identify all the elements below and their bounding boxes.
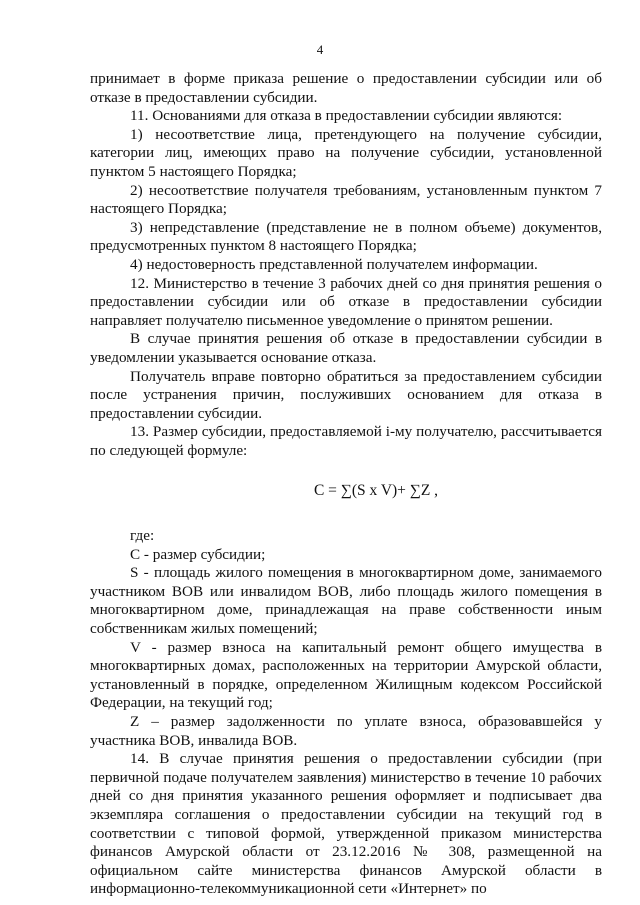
page-number: 4 [316,42,324,57]
document-body [90,70,602,899]
definition-c: С - размер субсидии; [130,545,266,563]
paragraph-reason-2: 2) несоответствие получателя требованиям, установленным пунктом 7 настоящего Порядка; [90,181,602,218]
definition-s: S - площадь жилого помещения в многоквартирном доме, занимаемого участником ВОВ или инвалидом ВОВ, либо площадь жилого помещения в многоквартирном доме, принадлежащая на праве собственности иным собственникам жилых помещений; [90,564,602,638]
paragraph-item-12: 12. Министерство в течение 3 рабочих дней со дня принятия решения о предоставлении субсидии или об отказе в предоставлении субсидии направляет получателю письменное уведомление о принятом решении. [90,274,602,329]
definition-where: где: [130,527,155,545]
definition-z: Z – размер задолженности по уплате взноса, образовавшейся у участника ВОВ, инвалида ВОВ. [90,713,602,749]
paragraph-item-13: 13. Размер субсидии, предоставляемой i-му получателю, рассчитывается по следующей формуле: [90,423,602,459]
paragraph-reason-1: 1) несоответствие лица, претендующего на получение субсидии, категории лиц, имеющих право на получение субсидии, установленной пунктом 5 настоящего Порядка; [90,125,602,180]
paragraph-reason-3: 3) непредставление (представление не в полном объеме) документов, предусмотренных пунктом 8 настоящего Порядка; [90,218,602,255]
paragraph-item-14: 14. В случае принятия решения о предоставлении субсидии (при первичной подаче получателем заявления) министерство в течение 10 рабочих дней со дня принятия указанного решения оформляет и подписывает два экземпляра соглашения о предоставлении субсидии на текущий год в соответствии с типовой формой, утвержденной приказом министерства финансов Амурской области от 23.12.2016 № 308, размещенной на официальном сайте министерства финансов Амурской области в информационно-телекоммуникационной сети «Интернет» по [90,750,602,898]
paragraph-item-11: 11. Основаниями для отказа в предоставлении субсидии являются: [130,107,563,125]
paragraph-reapply: Получатель вправе повторно обратиться за предоставлением субсидии после устранения причин, послуживших основанием для отказа в предоставлении субсидии. [90,367,602,422]
subsidy-formula: C = ∑(S x V)+ ∑Z , [313,482,439,500]
paragraph-reason-4: 4) недостоверность представленной получателем информации. [130,255,538,273]
paragraph-continuation: принимает в форме приказа решение о предоставлении субсидии или об отказе в предоставлении субсидии. [90,70,602,106]
definition-v: V - размер взноса на капитальный ремонт общего имущества в многоквартирных домах, расположенных на территории Амурской области, установленный в порядке, определенном Жилищным кодексом Российской Федерации, на текущий год; [90,638,602,712]
paragraph-refusal-notice: В случае принятия решения об отказе в предоставлении субсидии в уведомлении указывается основание отказа. [90,330,602,366]
